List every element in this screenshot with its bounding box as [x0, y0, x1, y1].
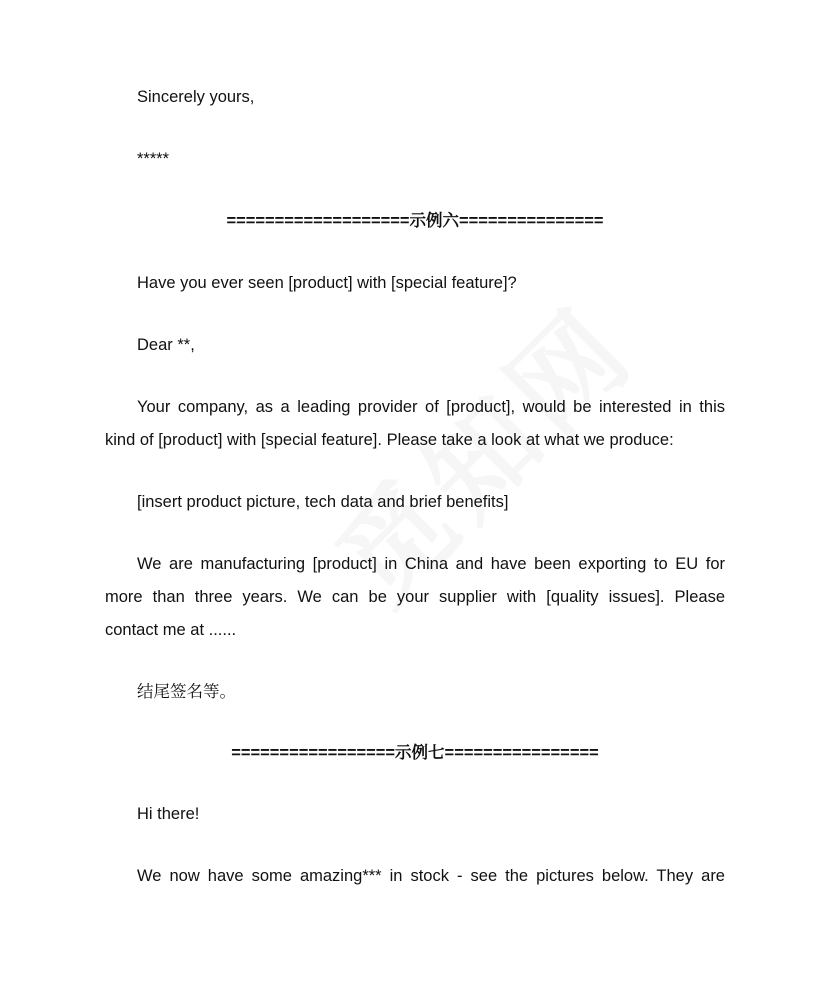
signature-placeholder: ***** — [137, 150, 170, 168]
paragraph-1-line-1: Your company, as a leading provider of [product], would be interested in this — [137, 398, 725, 416]
paragraph-2-line-3: contact me at ...... — [105, 621, 237, 639]
paragraph-3-line-1: We now have some amazing*** in stock - see the pictures below. They are — [137, 867, 725, 885]
paragraph-1-line-2: kind of [product] with [special feature]. Please take a look at what we produce: — [105, 431, 674, 449]
closing-signature-note: 结尾签名等。 — [137, 683, 236, 701]
greeting-line: Dear **, — [137, 336, 195, 354]
subject-line: Have you ever seen [product] with [special feature]? — [137, 274, 517, 292]
paragraph-2-line-2: more than three years. We can be your supplier with [quality issues]. Please — [105, 588, 725, 606]
closing-line: Sincerely yours, — [137, 88, 255, 106]
section-separator-example-6: ===================示例六=============== — [226, 212, 604, 230]
greeting-line-example-7: Hi there! — [137, 805, 200, 823]
section-separator-example-7: =================示例七================ — [231, 744, 599, 762]
paragraph-2-line-1: We are manufacturing [product] in China and have been exporting to EU for — [137, 555, 725, 573]
insert-placeholder-line: [insert product picture, tech data and brief benefits] — [137, 493, 509, 511]
